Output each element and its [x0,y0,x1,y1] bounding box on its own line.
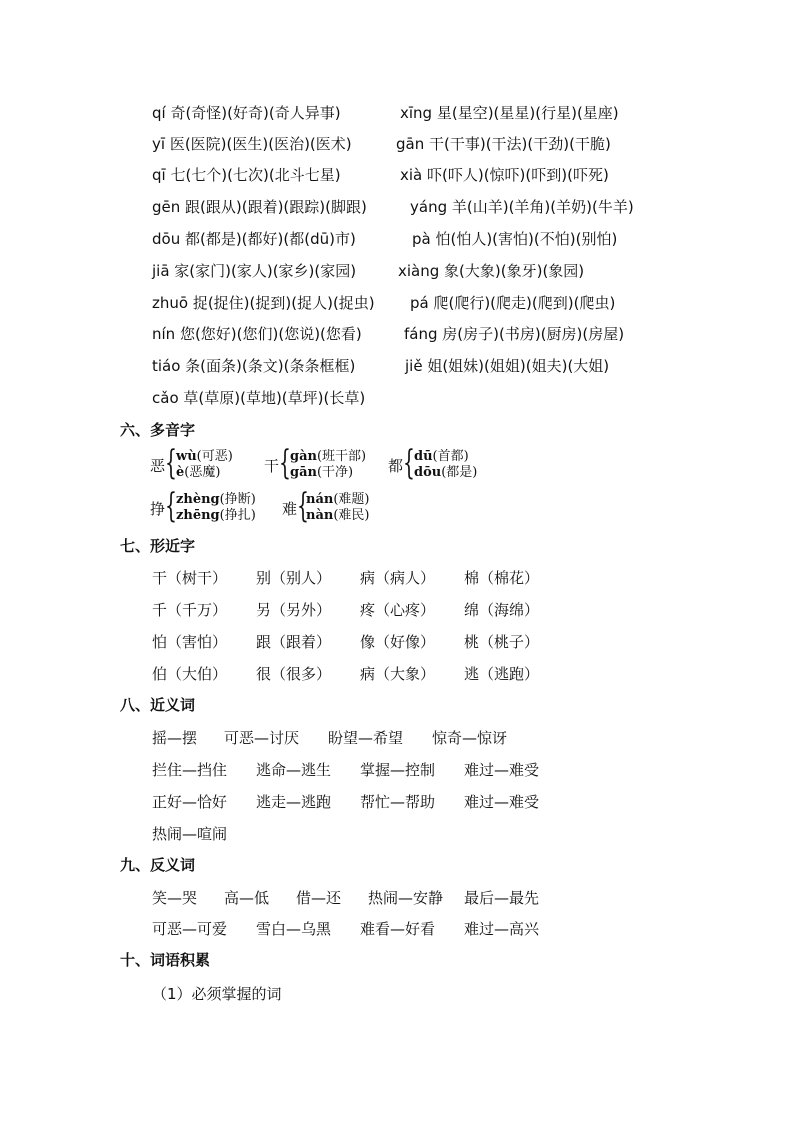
word-entry: qí 奇(奇怪)(好奇)(奇人异事) [152,104,341,122]
antonym-pair: 难看—好看 [360,920,436,938]
similar-char-item: 跟（跟着） [256,633,332,651]
word-entry: zhuō 捉(捉住)(捉到)(捉人)(捉虫) [152,294,375,312]
word-entry: dōu 都(都是)(都好)(都(dū)市) [152,230,356,248]
section-heading: 八、近义词 [120,696,196,714]
polyphone-reading: dū(首都) [414,449,469,464]
similar-char-item: 像（好像） [360,633,436,651]
similar-char-item: 干（树干） [152,569,228,587]
similar-char-item: 绵（海绵） [464,601,540,619]
word-entry: gān 干(干事)(干法)(干劲)(干脆) [396,135,611,153]
similar-char-item: 病（病人） [360,569,436,587]
synonym-pair: 摇—摆 [152,729,198,747]
polyphone-reading: zhèng(挣断) [176,492,256,507]
synonym-pair: 掌握—控制 [360,761,436,779]
word-entry: yáng 羊(山羊)(羊角)(羊奶)(牛羊) [410,198,634,216]
word-entry: cǎo 草(草原)(草地)(草坪)(长草) [152,389,366,407]
brace-icon: { [165,486,177,526]
brace-icon: { [297,486,309,526]
word-entry: gēn 跟(跟从)(跟着)(跟踪)(脚跟) [152,198,367,216]
antonym-pair: 高—低 [224,889,270,907]
polyphone-reading: nàn(难民) [306,508,370,523]
word-entry: fáng 房(房子)(书房)(厨房)(房屋) [404,325,625,343]
word-entry: yī 医(医院)(医生)(医治)(医术) [152,135,352,153]
similar-char-item: 另（另外） [256,601,332,619]
similar-char-item: 怕（害怕） [152,633,228,651]
polyphone-reading: dōu(都是) [414,465,478,480]
similar-char-item: 桃（桃子） [464,633,540,651]
word-entry: pà 怕(怕人)(害怕)(不怕)(别怕) [412,230,618,248]
word-entry: xīng 星(星空)(星星)(行星)(星座) [400,104,619,122]
similar-char-item: 逃（逃跑） [464,665,540,683]
word-entry: tiáo 条(面条)(条文)(条条框框) [152,357,356,375]
antonym-pair: 可恶—可爱 [152,920,228,938]
synonym-pair: 拦住—挡住 [152,761,228,779]
word-entry: qī 七(七个)(七次)(北斗七星) [152,166,341,184]
section-heading: 九、反义词 [120,856,196,874]
polyphone-char: 恶 [150,457,166,475]
polyphone-reading: zhēng(挣扎) [176,508,256,523]
similar-char-item: 很（很多） [256,665,332,683]
synonym-pair: 逃走—逃跑 [256,793,332,811]
antonym-pair: 笑—哭 [152,889,198,907]
similar-char-item: 别（别人） [256,569,332,587]
synonym-pair: 惊奇—惊讶 [432,729,508,747]
similar-char-item: 棉（棉花） [464,569,540,587]
polyphone-char: 都 [388,457,404,475]
synonym-pair: 热闹—喧闹 [152,825,228,843]
antonym-pair: 热闹—安静 [368,889,444,907]
similar-char-item: 疼（心疼） [360,601,436,619]
polyphone-reading: gàn(班干部) [290,449,367,464]
synonym-pair: 难过—难受 [464,793,540,811]
polyphone-reading: wù(可恶) [176,449,233,464]
antonym-pair: 最后—最先 [464,889,540,907]
similar-char-item: 伯（大伯） [152,665,228,683]
section-heading: 六、多音字 [120,421,196,439]
word-entry: pá 爬(爬行)(爬走)(爬到)(爬虫) [410,294,616,312]
antonym-pair: 雪白—乌黑 [256,920,332,938]
polyphone-reading: nán(难题) [306,492,370,507]
polyphone-char: 挣 [150,500,166,518]
brace-icon: { [403,443,415,483]
antonym-pair: 难过—高兴 [464,920,540,938]
synonym-pair: 难过—难受 [464,761,540,779]
section-heading: 七、形近字 [120,537,196,555]
synonym-pair: 正好—恰好 [152,793,228,811]
antonym-pair: 借—还 [296,889,342,907]
word-entry: xià 吓(吓人)(惊吓)(吓到)(吓死) [400,166,609,184]
synonym-pair: 帮忙—帮助 [360,793,436,811]
word-entry: nín 您(您好)(您们)(您说)(您看) [152,325,362,343]
polyphone-char: 难 [282,500,298,518]
word-entry: jiā 家(家门)(家人)(家乡)(家园) [152,262,357,280]
section-heading: 十、词语积累 [120,951,211,969]
polyphone-reading: è(恶魔) [176,465,221,480]
similar-char-item: 病（大象） [360,665,436,683]
subsection-heading: （1）必须掌握的词 [152,985,282,1003]
brace-icon: { [279,443,291,483]
synonym-pair: 可恶—讨厌 [224,729,300,747]
word-entry: jiě 姐(姐妹)(姐姐)(姐夫)(大姐) [405,357,610,375]
brace-icon: { [165,443,177,483]
word-entry: xiàng 象(大象)(象牙)(象园) [398,262,585,280]
polyphone-char: 干 [264,457,280,475]
synonym-pair: 逃命—逃生 [256,761,332,779]
similar-char-item: 千（千万） [152,601,228,619]
polyphone-reading: gān(干净) [290,465,354,480]
synonym-pair: 盼望—希望 [328,729,404,747]
